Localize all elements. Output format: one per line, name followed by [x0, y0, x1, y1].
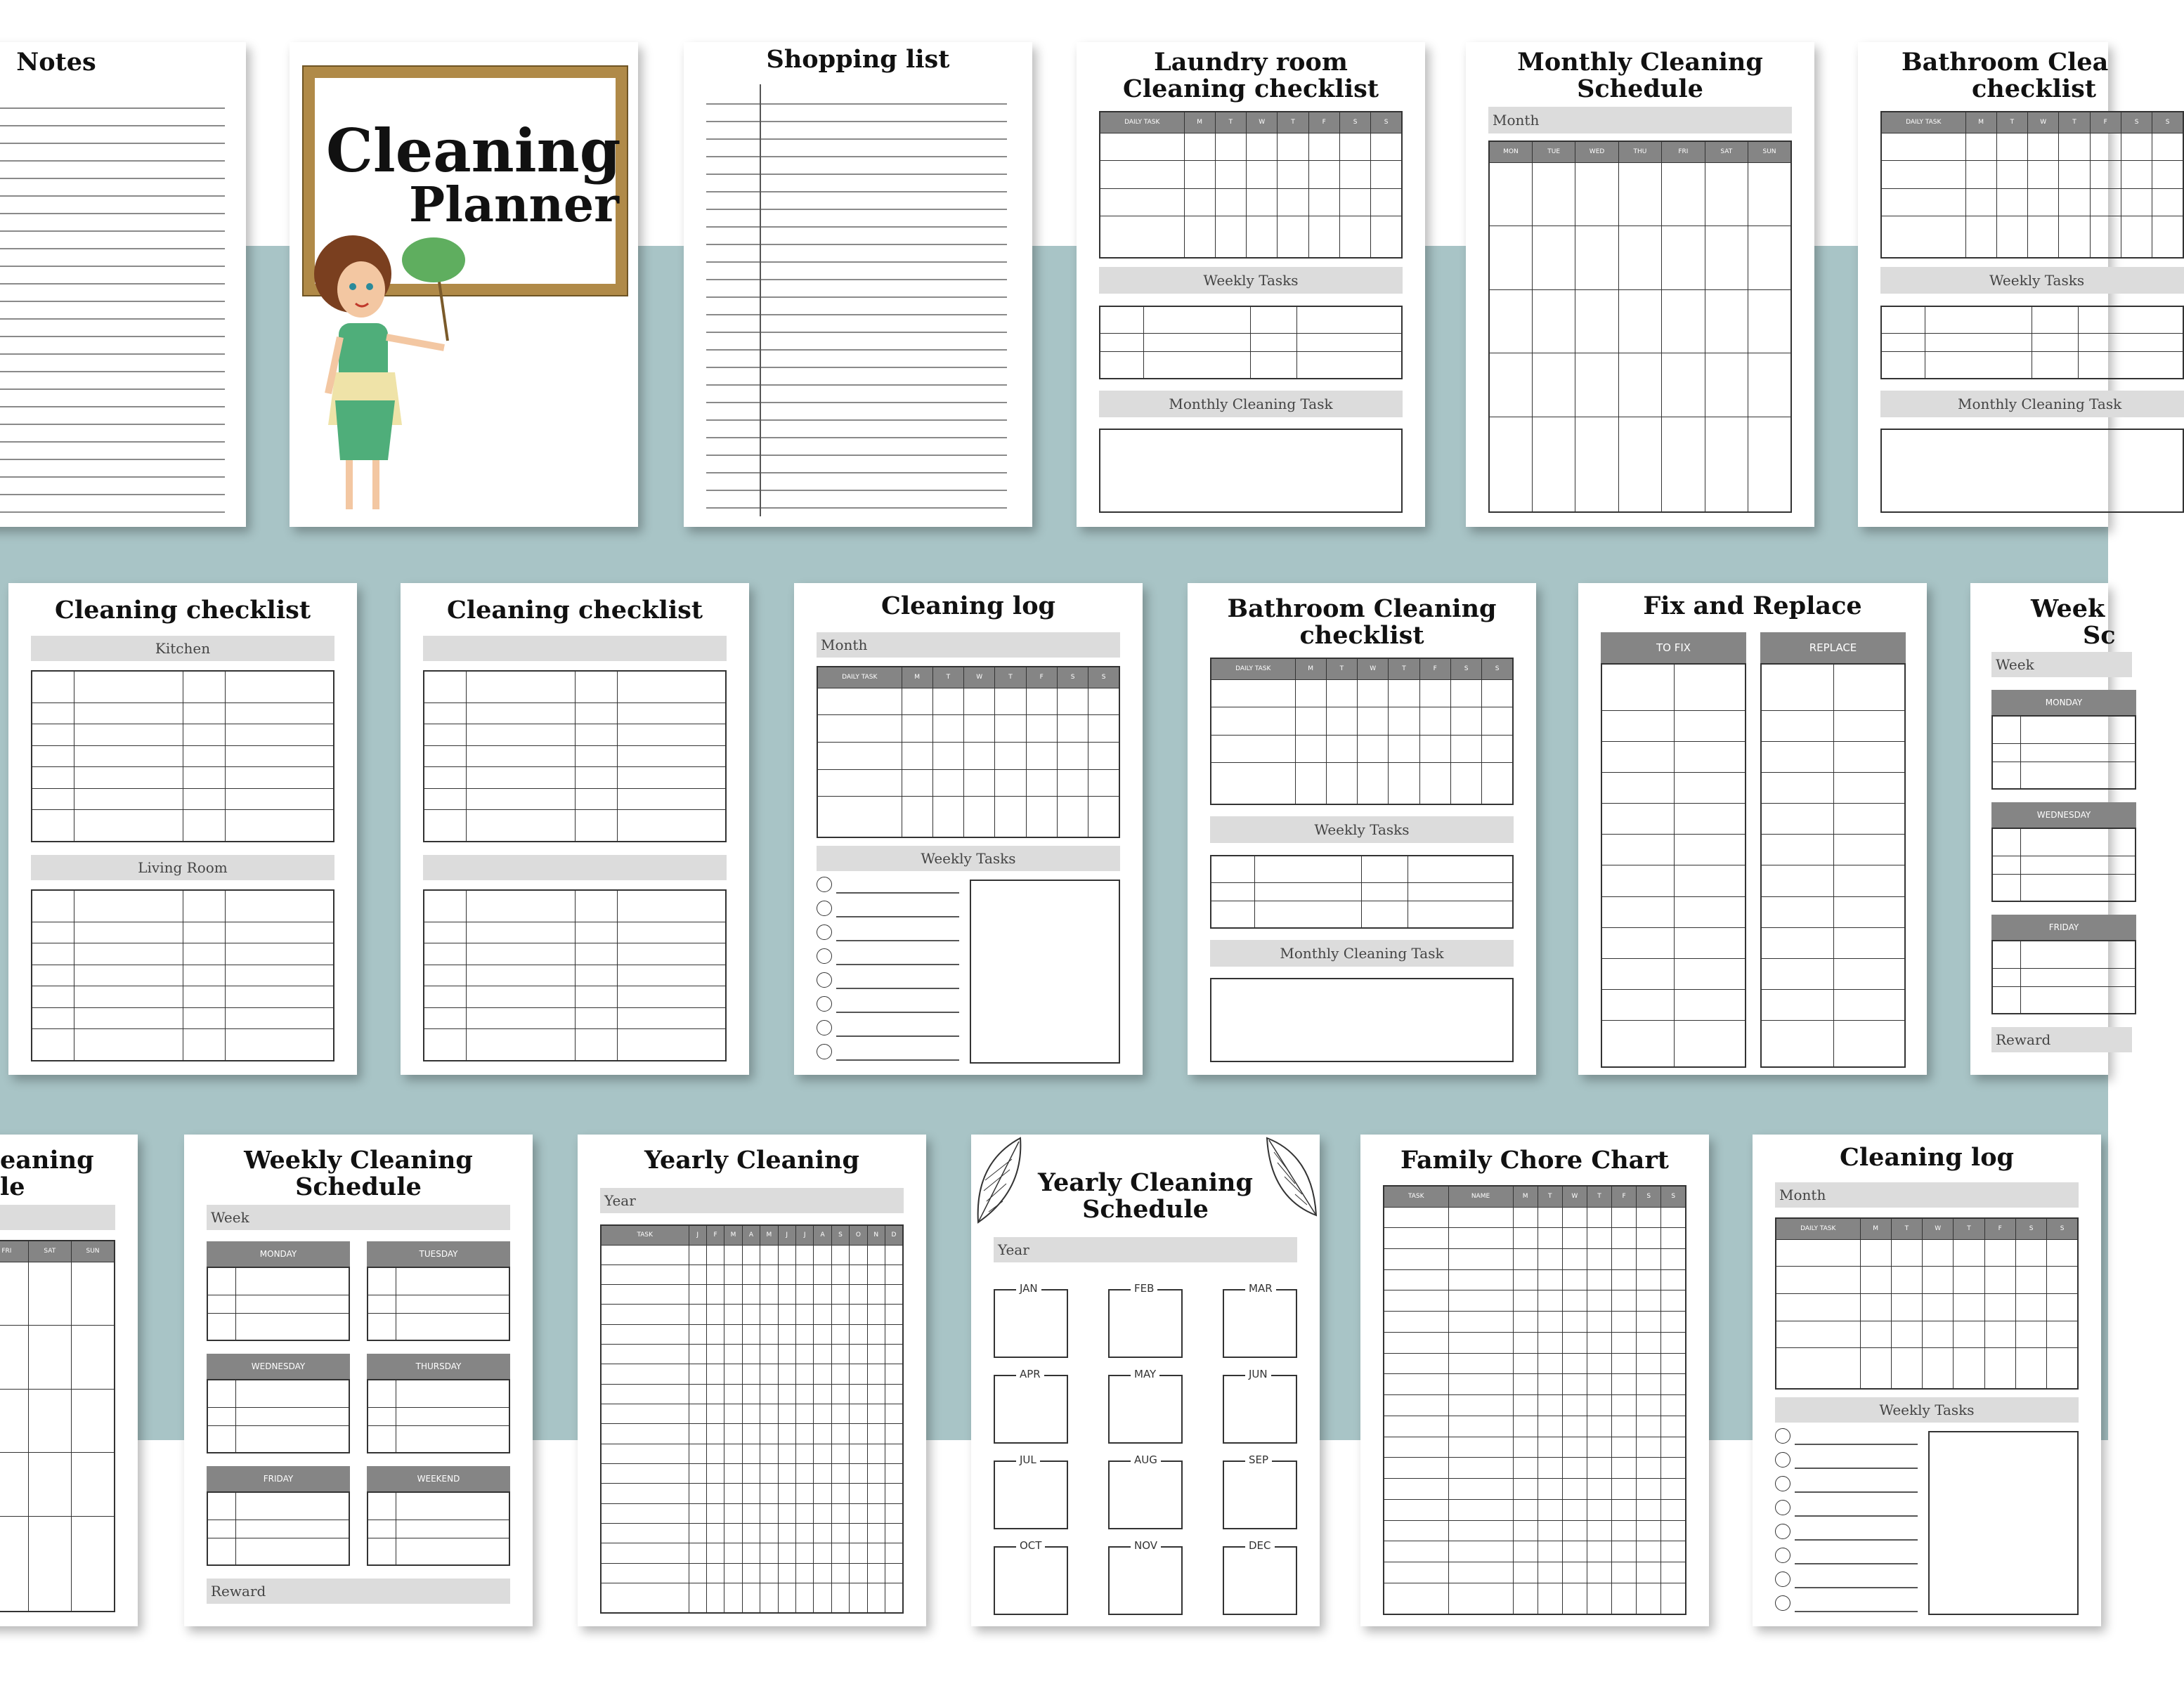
weekly-title-1: Weekly Cleaning	[244, 1146, 473, 1175]
housekeeper-illustration	[297, 225, 479, 520]
weekly-weekend-header: WEEKEND	[367, 1466, 510, 1491]
weekly-thursday-grid	[367, 1379, 510, 1453]
page-fix-replace	[1578, 583, 1927, 1075]
bathroom-partial-monthly-box	[1880, 429, 2184, 513]
page-weekly-schedule	[184, 1135, 533, 1626]
log2-month-bar: Month	[1775, 1182, 2079, 1208]
month-box-nov	[1108, 1546, 1183, 1615]
log2-check-1[interactable]	[1775, 1428, 1790, 1444]
log1-check-7[interactable]	[817, 1020, 832, 1035]
month-label-oct: OCT	[1016, 1539, 1045, 1552]
log2-check-3[interactable]	[1775, 1476, 1790, 1491]
bathroom-monthly-bar: Monthly Cleaning Task	[1210, 940, 1514, 967]
checklist1-living-bar: Living Room	[31, 855, 334, 880]
log1-title: Cleaning log	[880, 592, 1056, 620]
weekly-partial-title-1: Week	[2031, 594, 2105, 623]
monthly-calendar-grid: MON TUE WED THU FRI SAT SUN	[1488, 140, 1792, 513]
checklist2-bar-1	[423, 636, 727, 661]
month-box-jul	[994, 1460, 1068, 1529]
page-bathroom-partial	[1858, 42, 2170, 527]
bathroom-weekly-bar: Weekly Tasks	[1210, 816, 1514, 843]
month-box-oct	[994, 1546, 1068, 1615]
page-laundry-checklist	[1077, 42, 1425, 527]
log2-weekly-bar: Weekly Tasks	[1775, 1397, 2079, 1423]
weekly-partial-day-2: WEDNESDAY	[1991, 802, 2136, 828]
log2-check-8[interactable]	[1775, 1595, 1790, 1611]
page-cleaning-log-2	[1753, 1135, 2101, 1626]
bathroom-partial-weekly-grid	[1880, 306, 2184, 379]
checklist2-grid-2	[423, 889, 727, 1061]
month-box-sep	[1223, 1460, 1297, 1529]
log2-check-4[interactable]	[1775, 1500, 1790, 1515]
log2-check-line-6	[1795, 1563, 1918, 1564]
weekly-partial-week-bar: Week	[1991, 652, 2132, 677]
family-title: Family Chore Chart	[1400, 1146, 1669, 1175]
log2-check-line-5	[1795, 1539, 1918, 1541]
yearly-schedule-year-bar: Year	[994, 1237, 1297, 1262]
log1-weekly-bar: Weekly Tasks	[817, 846, 1120, 871]
log2-check-5[interactable]	[1775, 1524, 1790, 1539]
family-grid: TASK NAME M T W T F S S	[1383, 1185, 1686, 1615]
weekly-title-2: Schedule	[295, 1172, 422, 1201]
yearly-schedule-title-2: Schedule	[1082, 1195, 1209, 1224]
checklist1-living-grid	[31, 889, 334, 1061]
weekly-monday-header: MONDAY	[207, 1241, 350, 1267]
month-label-nov: NOV	[1131, 1539, 1161, 1552]
monthly-partial-month-bar	[0, 1205, 115, 1230]
laundry-title-1: Laundry room	[1154, 48, 1348, 77]
bathroom-partial-title-1: Bathroom Clea	[1902, 48, 2109, 77]
log2-check-6[interactable]	[1775, 1548, 1790, 1563]
page-cover	[290, 42, 638, 527]
weekly-friday-grid	[207, 1491, 350, 1566]
month-label-apr: APR	[1016, 1368, 1044, 1380]
page-family-chore-chart	[1360, 1135, 1709, 1626]
yearly-schedule-title-1: Yearly Cleaning	[1038, 1168, 1253, 1197]
month-label-jan: JAN	[1016, 1282, 1041, 1295]
page-monthly-partial	[0, 1135, 138, 1626]
log1-check-1[interactable]	[817, 877, 832, 892]
log2-check-2[interactable]	[1775, 1452, 1790, 1468]
yearly-year-bar: Year	[600, 1188, 904, 1213]
laundry-daily-grid: DAILY TASK M T W T F S S	[1099, 111, 1403, 259]
page-bathroom-checklist	[1188, 583, 1536, 1075]
log1-check-line-1	[836, 892, 959, 894]
page-yearly-schedule	[971, 1135, 1320, 1626]
month-label-mar: MAR	[1245, 1282, 1276, 1295]
log2-check-line-2	[1795, 1468, 1918, 1469]
laundry-title-2: Cleaning checklist	[1123, 74, 1379, 103]
shopping-title: Shopping list	[766, 45, 950, 74]
log1-notes-box	[970, 880, 1120, 1064]
bathroom-partial-monthly-bar: Monthly Cleaning Task	[1880, 391, 2184, 417]
checklist2-bar-2	[423, 855, 727, 880]
month-label-may: MAY	[1131, 1368, 1159, 1380]
checklist2-grid-1	[423, 670, 727, 842]
bathroom-weekly-grid	[1210, 855, 1514, 929]
laundry-weekly-bar: Weekly Tasks	[1099, 267, 1403, 294]
log1-check-line-6	[836, 1012, 959, 1013]
log1-check-2[interactable]	[817, 901, 832, 916]
weekly-partial-grid-2	[1991, 828, 2136, 902]
log1-check-4[interactable]	[817, 948, 832, 964]
weekly-week-bar: Week	[207, 1205, 510, 1230]
notes-title: Notes	[16, 48, 96, 77]
bathroom-partial-title-2: checklist	[1972, 74, 2097, 103]
month-box-jun	[1223, 1375, 1297, 1444]
page-notes	[0, 42, 246, 527]
weekly-wednesday-grid	[207, 1379, 350, 1453]
weekly-tuesday-grid	[367, 1267, 510, 1341]
weekly-weekend-grid	[367, 1491, 510, 1566]
month-box-dec	[1223, 1546, 1297, 1615]
checklist1-kitchen-grid	[31, 670, 334, 842]
log2-check-line-7	[1795, 1587, 1918, 1588]
log2-check-7[interactable]	[1775, 1571, 1790, 1587]
weekly-partial-title-2: Sc	[2083, 621, 2116, 650]
month-label-dec: DEC	[1245, 1539, 1275, 1552]
log1-check-8[interactable]	[817, 1044, 832, 1059]
weekly-partial-grid-1	[1991, 715, 2136, 790]
monthly-title-2: Schedule	[1577, 74, 1703, 103]
page-checklist-kitchen	[8, 583, 357, 1075]
fix-title: Fix and Replace	[1643, 592, 1862, 620]
fix-grid-2	[1760, 663, 1906, 1068]
month-label-jul: JUL	[1016, 1453, 1040, 1466]
month-box-feb	[1108, 1289, 1183, 1358]
monthly-partial-grid: FRI SAT SUN	[0, 1240, 115, 1612]
bathroom-title-1: Bathroom Cleaning	[1227, 594, 1497, 623]
log2-notes-box	[1928, 1431, 2079, 1615]
log1-check-line-5	[836, 988, 959, 989]
laundry-monthly-bar: Monthly Cleaning Task	[1099, 391, 1403, 417]
shopping-margin-line	[760, 84, 761, 516]
weekly-monday-grid	[207, 1267, 350, 1341]
month-box-aug	[1108, 1460, 1183, 1529]
cover-title-1: Cleaning	[326, 116, 621, 185]
page-yearly-cleaning	[578, 1135, 926, 1626]
log1-check-line-7	[836, 1035, 959, 1037]
notes-lines	[0, 91, 225, 516]
page-cleaning-log-1	[794, 583, 1143, 1075]
log2-check-line-1	[1795, 1444, 1918, 1445]
log2-title: Cleaning log	[1839, 1143, 2015, 1172]
month-box-jan	[994, 1289, 1068, 1358]
bathroom-monthly-box	[1210, 978, 1514, 1062]
checklist1-title: Cleaning checklist	[55, 596, 311, 625]
bathroom-partial-weekly-bar: Weekly Tasks	[1880, 267, 2184, 294]
weekly-friday-header: FRIDAY	[207, 1466, 350, 1491]
weekly-partial-day-3: FRIDAY	[1991, 915, 2136, 940]
log2-check-line-8	[1795, 1611, 1918, 1612]
shopping-lines	[706, 87, 1007, 516]
fix-grid-1	[1601, 663, 1746, 1068]
laundry-monthly-box	[1099, 429, 1403, 513]
monthly-month-bar: Month	[1488, 107, 1792, 133]
log1-daily-grid: DAILY TASK M T W T F S S	[817, 666, 1120, 838]
month-box-may	[1108, 1375, 1183, 1444]
bathroom-title-2: checklist	[1299, 621, 1424, 650]
log1-check-5[interactable]	[817, 972, 832, 988]
log2-daily-grid: DAILY TASK M T W T F S S	[1775, 1217, 2079, 1390]
log2-check-line-3	[1795, 1491, 1918, 1493]
month-box-apr	[994, 1375, 1068, 1444]
weekly-wednesday-header: WEDNESDAY	[207, 1354, 350, 1379]
cover-title-2: Planner	[409, 177, 619, 233]
page-checklist-blank	[401, 583, 749, 1075]
log1-check-line-3	[836, 940, 959, 941]
checklist2-title: Cleaning checklist	[447, 596, 703, 625]
log1-check-3[interactable]	[817, 924, 832, 940]
monthly-title-1: Monthly Cleaning	[1517, 48, 1763, 77]
month-box-mar	[1223, 1289, 1297, 1358]
yearly-title: Yearly Cleaning	[644, 1146, 859, 1175]
page-monthly-schedule	[1466, 42, 1814, 527]
month-label-sep: SEP	[1245, 1453, 1272, 1466]
month-label-jun: JUN	[1245, 1368, 1271, 1380]
month-label-feb: FEB	[1131, 1282, 1157, 1295]
log1-check-line-2	[836, 916, 959, 917]
page-weekly-partial	[1970, 583, 2116, 1075]
weekly-reward-bar: Reward	[207, 1579, 510, 1604]
weekly-partial-day-1: MONDAY	[1991, 690, 2136, 715]
bathroom-daily-grid: DAILY TASK M T W T F S S	[1210, 658, 1514, 805]
fix-col-header-1: TO FIX	[1601, 632, 1746, 663]
laundry-weekly-grid	[1099, 306, 1403, 379]
checklist1-kitchen-bar: Kitchen	[31, 636, 334, 661]
log1-check-line-4	[836, 964, 959, 965]
weekly-partial-grid-3	[1991, 940, 2136, 1014]
monthly-partial-title-1: eaning	[0, 1146, 94, 1175]
weekly-partial-reward-bar: Reward	[1991, 1027, 2132, 1052]
log1-check-6[interactable]	[817, 996, 832, 1012]
log1-month-bar: Month	[817, 632, 1120, 658]
fix-col-header-2: REPLACE	[1760, 632, 1906, 663]
bathroom-partial-daily-grid: DAILY TASK M T W T F S S	[1880, 111, 2184, 259]
log2-check-line-4	[1795, 1515, 1918, 1517]
yearly-grid: TASK J F M A M J J A S O N D	[600, 1224, 904, 1614]
weekly-thursday-header: THURSDAY	[367, 1354, 510, 1379]
month-label-aug: AUG	[1131, 1453, 1161, 1466]
log1-check-line-8	[836, 1059, 959, 1061]
weekly-tuesday-header: TUESDAY	[367, 1241, 510, 1267]
monthly-partial-title-2: le	[0, 1172, 25, 1201]
page-shopping-list	[684, 42, 1032, 527]
